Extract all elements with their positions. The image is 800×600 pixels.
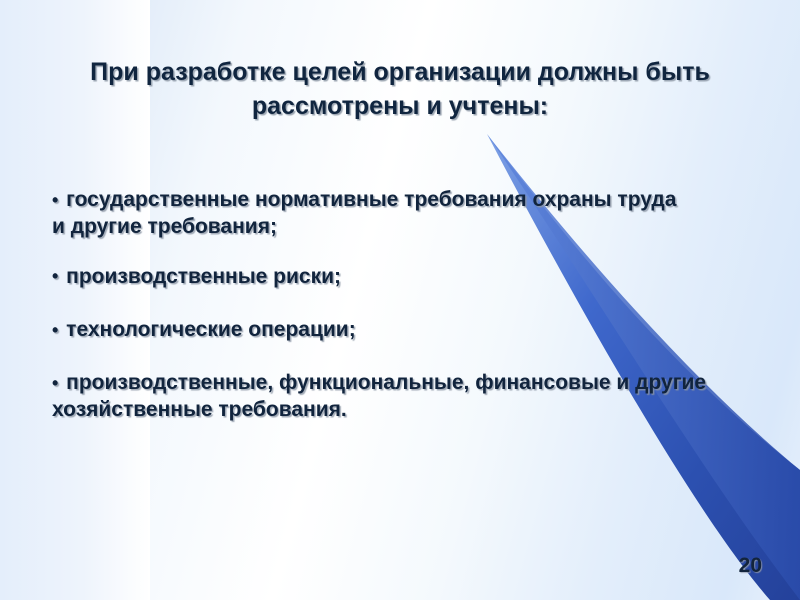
slide-title: При разработке целей организации должны быть рассмотрены и учтены: xyxy=(90,58,710,120)
bullet-marker-icon: • xyxy=(52,372,59,393)
list-item-text: технологические операции; xyxy=(66,317,356,341)
list-item-text: производственные, функциональные, финансовые и другие хозяйственные требования. xyxy=(52,371,707,422)
bullet-marker-icon: • xyxy=(52,189,59,210)
page-number: 20 xyxy=(738,554,762,577)
list-item-text: производственные риски; xyxy=(66,264,342,288)
bullet-marker-icon: • xyxy=(52,319,59,340)
list-item xyxy=(52,316,770,343)
bullet-list xyxy=(52,186,770,446)
list-item-text: государственные нормативные требования охраны труда и другие требования; xyxy=(52,188,677,239)
list-item xyxy=(52,263,770,290)
bullet-marker-icon: • xyxy=(52,266,59,287)
list-item xyxy=(52,369,768,424)
list-item xyxy=(52,186,692,241)
